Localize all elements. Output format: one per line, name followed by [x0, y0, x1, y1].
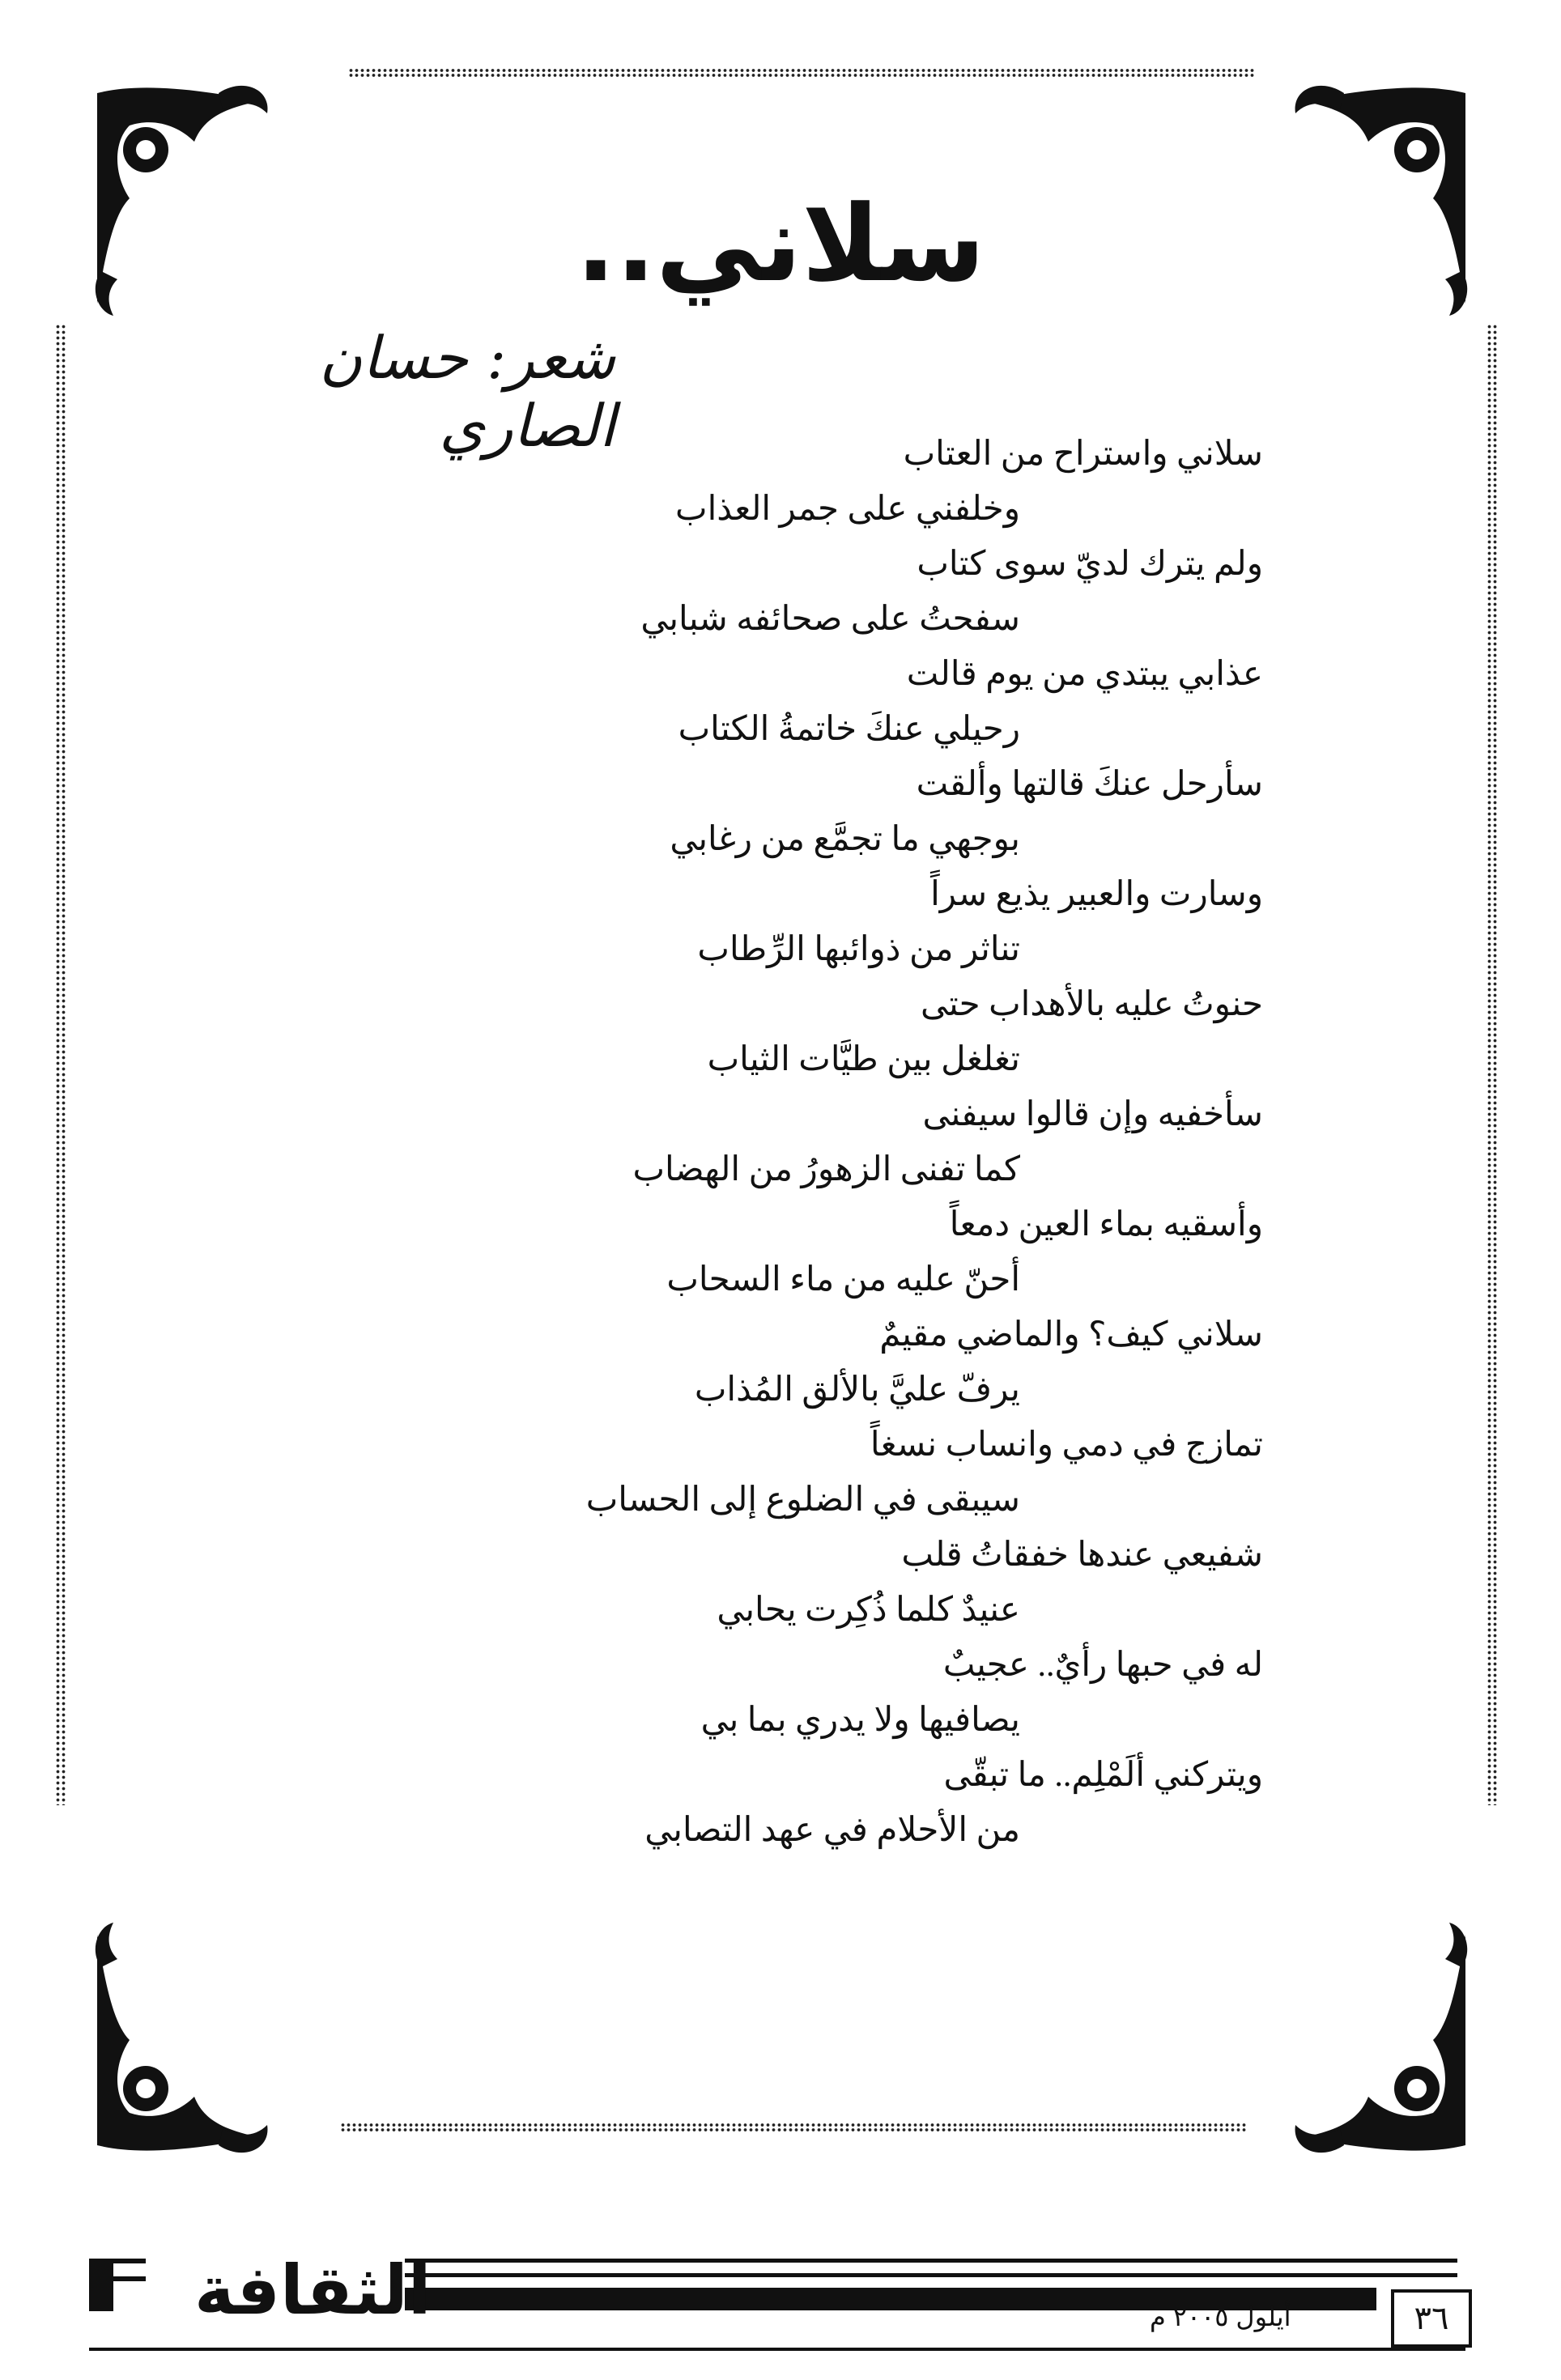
- footer-rule-bottom: [89, 2348, 1465, 2351]
- verse-line: سأرحل عنكَ قالتها وألقت: [916, 766, 1263, 803]
- right-dotted-border: [1487, 324, 1498, 1805]
- verse-line: وأسقيه بماء العين دمعاً: [949, 1206, 1263, 1243]
- footer-rule-2: [89, 2276, 146, 2281]
- top-dotted-border: [348, 68, 1255, 78]
- poem-body: [291, 433, 1263, 1864]
- verse-line: تناثر من ذوائبها الرِّطاب: [697, 931, 1020, 968]
- verse-line: بوجهي ما تجمَّع من رغابي: [670, 821, 1020, 858]
- verse-line: رحيلي عنكَ خاتمةُ الكتاب: [678, 711, 1020, 748]
- bottom-dotted-border: [340, 2123, 1247, 2132]
- verse-line: شفيعي عندها خفقاتُ قلب: [901, 1536, 1263, 1574]
- corner-ornament-bottom-left: [81, 1919, 275, 2161]
- verse-line: أحنّ عليه من ماء السحاب: [666, 1261, 1020, 1298]
- verse-line: عذابي يبتدي من يوم قالت: [906, 656, 1263, 693]
- poem-title: سلاني..: [576, 182, 985, 305]
- footer-rule-4: [405, 2273, 1457, 2277]
- verse-line: عنيدٌ كلما ذُكِرت يحابي: [717, 1592, 1020, 1629]
- verse-line: سلاني كيف؟ والماضي مقيمٌ: [879, 1316, 1263, 1354]
- magazine-name: الثقافة: [194, 2250, 432, 2330]
- corner-ornament-bottom-right: [1287, 1919, 1482, 2161]
- verse-line: ويتركني ألَمْلِم.. ما تبقّى: [943, 1757, 1263, 1794]
- footer-rule-thick: [89, 2263, 113, 2311]
- verse-line: سلاني واستراح من العتاب: [903, 436, 1263, 473]
- verse-line: يرفّ عليَّ بالألق المُذاب: [694, 1371, 1020, 1409]
- verse-line: من الأحلام في عهد التصابي: [644, 1812, 1020, 1849]
- verse-line: تغلغل بين طيَّات الثياب: [707, 1041, 1020, 1078]
- verse-line: سأخفيه وإن قالوا سيفنى: [922, 1096, 1263, 1133]
- left-dotted-border: [55, 324, 66, 1805]
- verse-line: له في حبها رأيٌ.. عجيبٌ: [942, 1647, 1263, 1684]
- footer-rule-3: [405, 2259, 1457, 2263]
- footer-rule-1: [89, 2259, 146, 2263]
- verse-line: كما تفنى الزهورُ من الهضاب: [632, 1151, 1020, 1188]
- issue-date: أيلول ٢٠٠٥ م: [1150, 2302, 1291, 2331]
- verse-line: يصافيها ولا يدري بما بي: [700, 1702, 1020, 1739]
- poem-author: شعر: حسان الصاري: [319, 324, 615, 460]
- verse-line: وخلفني على جمر العذاب: [675, 491, 1020, 528]
- verse-line: تمازج في دمي وانساب نسغاً: [870, 1426, 1263, 1464]
- verse-line: ولم يترك لديّ سوى كتاب: [917, 546, 1263, 583]
- verse-line: وسارت والعبير يذيع سراً: [930, 876, 1263, 913]
- verse-line: سفحتُ على صحائفه شبابي: [640, 601, 1020, 638]
- verse-line: حنوتُ عليه بالأهداب حتى: [920, 986, 1263, 1023]
- page-number: ٣٦: [1391, 2289, 1472, 2348]
- verse-line: سيبقى في الضلوع إلى الحساب: [585, 1481, 1020, 1519]
